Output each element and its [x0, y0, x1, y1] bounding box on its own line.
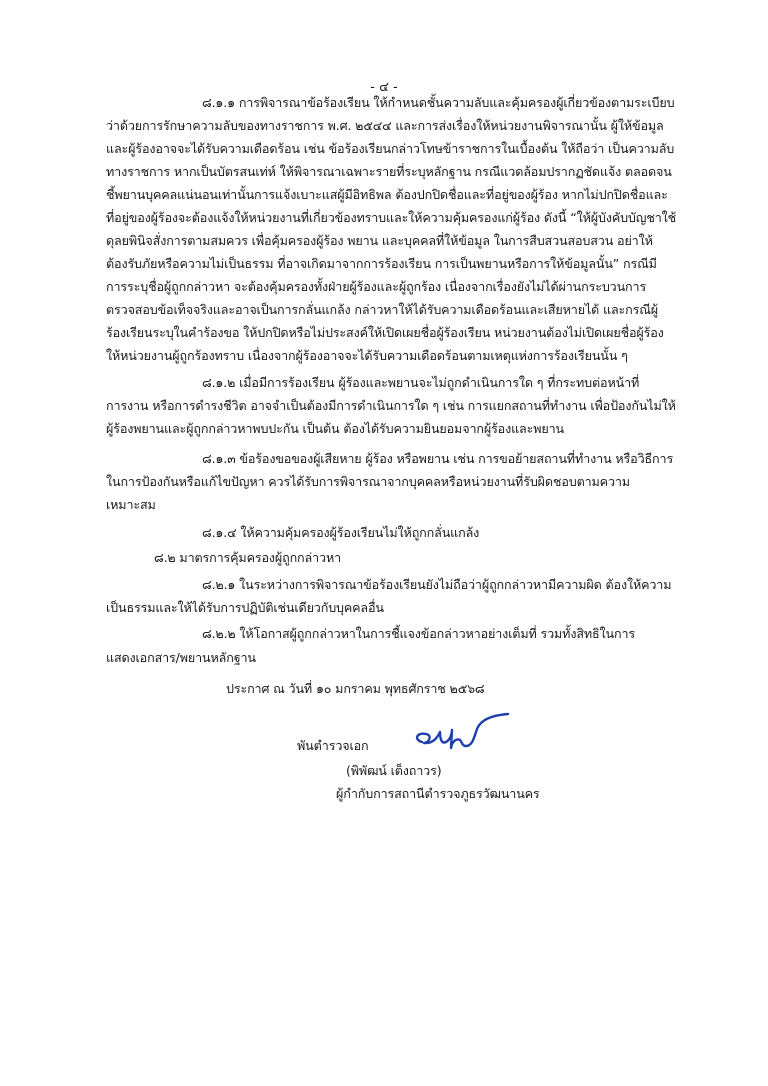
paragraph-8-1-2-line: ๘.๑.๒ เมื่อมีการร้องเรียน ผู้ร้องและพยานจะไม่ถูกดำเนินการใด ๆ ที่กระทบต่อหน้าที่: [202, 375, 640, 390]
paragraph-8-1-3-line: เหมาะสม: [106, 497, 156, 512]
paragraph-8-1-1-line: ที่อยู่ของผู้ร้องจะต้องแจ้งให้หน่วยงานที่เกี่ยวข้องทราบและให้ความคุ้มครองแก่ผู้ร้อง ดังนี้ “ให้ผู้บังคับบัญชาใช้: [106, 210, 677, 225]
signatory-rank: พันตำรวจเอก: [297, 738, 369, 753]
paragraph-8-1-1-line: ชี้พยานบุคคลแน่นอนเท่านั้นการแจ้งเบาะแสผู้มีอิทธิพล ต้องปกปิดชื่อและที่อยู่ของผู้ร้อง หากไม่ปกปิดชื่อและ: [106, 187, 668, 202]
page-number: - ๔ -: [370, 80, 398, 95]
section-8-2-heading: ๘.๒ มาตรการคุ้มครองผู้ถูกกล่าวหา: [154, 550, 342, 565]
paragraph-8-1-2-line: การงาน หรือการดำรงชีวิต อาจจำเป็นต้องมีการดำเนินการใด ๆ เช่น การแยกสถานที่ทำงาน เพื่อป้องกันไม่ให้: [106, 398, 676, 413]
paragraph-8-1-1-line: ว่าด้วยการรักษาความลับของทางราชการ พ.ศ. ๒๕๔๔ และการส่งเรื่องให้หน่วยงานพิจารณานั้น ผู้ให้ข้อมูล: [106, 118, 664, 133]
paragraph-8-1-1-line: ทางราชการ หากเป็นบัตรสนเท่ห์ ให้พิจารณาเฉพาะรายที่ระบุหลักฐาน กรณีแวดล้อมปรากฏชัดแจ้ง ตลอดจน: [106, 164, 672, 179]
paragraph-8-1-3-line: ในการป้องกันหรือแก้ไขปัญหา ควรได้รับการพิจารณาจากบุคคลหรือหน่วยงานที่รับผิดชอบตามความ: [106, 474, 630, 489]
paragraph-8-1-2-line: ผู้ร้องพยานและผู้ถูกกล่าวหาพบปะกัน เป็นต้น ต้องได้รับความยินยอมจากผู้ร้องและพยาน: [106, 421, 565, 436]
paragraph-8-1-4: ๘.๑.๔ ให้ความคุ้มครองผู้ร้องเรียนไม่ให้ถูกกลั่นแกล้ง: [202, 525, 480, 540]
paragraph-8-1-1-line: ๘.๑.๑ การพิจารณาข้อร้องเรียน ให้กำหนดชั้นความลับและคุ้มครองผู้เกี่ยวข้องตามระเบียบ: [202, 95, 675, 110]
announcement-date: ประกาศ ณ วันที่ ๑๐ มกราคม พุทธศักราช ๒๕๖๘: [226, 681, 485, 696]
paragraph-8-1-1-line: ต้องรับภัยหรือความไม่เป็นธรรม ที่อาจเกิดมาจากการร้องเรียน การเป็นพยานหรือการให้ข้อมูลนั้น” กรณีมี: [106, 256, 657, 271]
paragraph-8-2-2-line: แสดงเอกสาร/พยานหลักฐาน: [106, 650, 256, 665]
paragraph-8-1-1-line: การระบุชื่อผู้ถูกกล่าวหา จะต้องคุ้มครองทั้งฝ่ายผู้ร้องและผู้ถูกร้อง เนื่องจากเรื่องยังไม่ได้ผ่านกระบวนการ: [106, 279, 647, 294]
paragraph-8-1-1-line: ดุลยพินิจสั่งการตามสมควร เพื่อคุ้มครองผู้ร้อง พยาน และบุคคลที่ให้ข้อมูล ในการสืบสวนสอบสวน อย่าให้: [106, 233, 653, 248]
paragraph-8-2-1-line: เป็นธรรมและให้ได้รับการปฏิบัติเช่นเดียวกับบุคคลอื่น: [106, 600, 384, 615]
paragraph-8-1-3-line: ๘.๑.๓ ข้อร้องขอของผู้เสียหาย ผู้ร้อง หรือพยาน เช่น การขอย้ายสถานที่ทำงาน หรือวิธีการ: [202, 451, 674, 466]
handwritten-signature: [404, 702, 524, 762]
paragraph-8-2-2-line: ๘.๒.๒ ให้โอกาสผู้ถูกกล่าวหาในการชี้แจงข้อกล่าวหาอย่างเต็มที่ รวมทั้งสิทธิในการ: [202, 626, 636, 641]
paragraph-8-1-1-line: ตรวจสอบข้อเท็จจริงและอาจเป็นการกลั่นแกล้ง กล่าวหาให้ได้รับความเดือดร้อนและเสียหายได้ และกรณีผู้: [106, 302, 658, 317]
paragraph-8-1-1-line: และผู้ร้องอาจจะได้รับความเดือดร้อน เช่น ข้อร้องเรียนกล่าวโทษข้าราชการในเบื้องต้น ให้ถือว่า เป็นความลับ: [106, 141, 675, 156]
signatory-name: (พิพัฒน์ เต็งถาวร): [346, 763, 442, 778]
signatory-position: ผู้กำกับการสถานีตำรวจภูธรวัฒนานคร: [336, 786, 540, 801]
paragraph-8-1-1-line: ให้หน่วยงานผู้ถูกร้องทราบ เนื่องจากผู้ร้องอาจจะได้รับความเดือดร้อนตามเหตุแห่งการร้องเรียนนั้น ๆ: [106, 348, 628, 363]
paragraph-8-1-1-line: ร้องเรียนระบุในคำร้องขอ ให้ปกปิดหรือไม่ประสงค์ให้เปิดเผยชื่อผู้ร้องเรียน หน่วยงานต้องไม่เปิดเผยชื่อผู้ร้อง: [106, 325, 664, 340]
paragraph-8-2-1-line: ๘.๒.๑ ในระหว่างการพิจารณาข้อร้องเรียนยังไม่ถือว่าผู้ถูกกล่าวหามีความผิด ต้องให้ความ: [202, 577, 672, 592]
